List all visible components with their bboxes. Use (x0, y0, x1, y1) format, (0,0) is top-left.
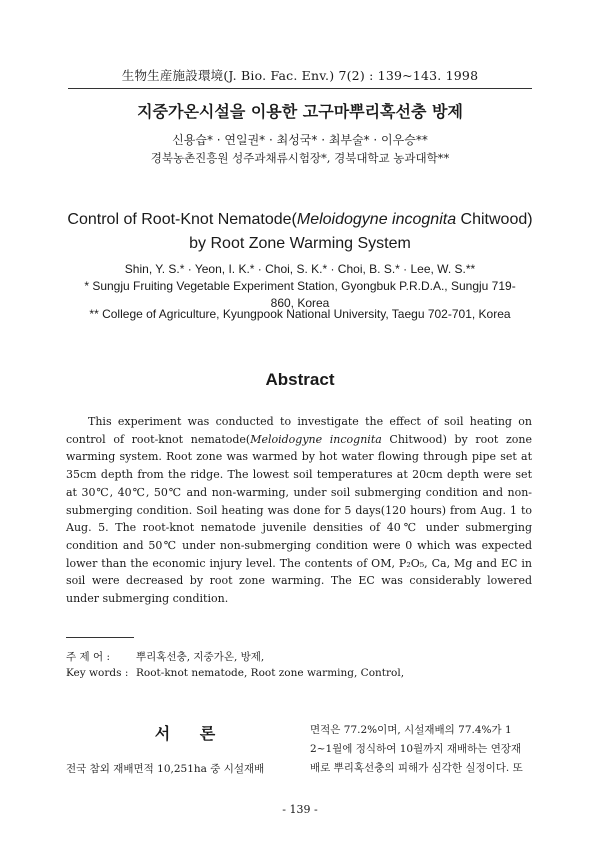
korean-keywords-label: 주 제 어 : (66, 651, 110, 663)
introduction-column-2 (310, 721, 534, 778)
intro-text-line: 면적은 77.2%이며, 시설재배의 77.4%가 1 (310, 724, 512, 736)
abstract-text-pre: This experiment was conducted to investigate the effect of soil heating on control of root-knot nematode( (66, 415, 532, 446)
english-keywords-value: Root-knot nematode, Root zone warming, Control, (136, 667, 405, 679)
korean-title: 지중가온시설을 이용한 고구마뿌리혹선충 방제 (137, 102, 463, 121)
english-title (0, 208, 600, 256)
page-number: - 139 - (282, 803, 318, 816)
abstract-body (66, 413, 532, 608)
intro-text-line: 2~1월에 정식하여 10월까지 재배하는 연장재 (310, 743, 522, 755)
journal-header: 生物生産施設環境(J. Bio. Fac. Env.) 7(2) : 139~143. 1998 (121, 68, 479, 83)
korean-affiliations: 경북농촌진흥원 성주과채류시험장*, 경북대학교 농과대학** (150, 151, 450, 165)
abstract-species: Meloidogyne incognita (250, 432, 382, 446)
abstract-heading: Abstract (265, 370, 335, 389)
english-title-species: Meloidogyne incognita (296, 211, 457, 228)
english-title-pre: Control of Root-Knot Nematode( (67, 211, 297, 228)
abstract-text-post: Chitwood) by root zone warming system. Root zone was warmed by hot water flowing through pipe set at 35cm depth from the ridge. The lowest soil temperatures at 20cm depth were set at 30℃, 40℃, 50℃ and non-warming, under soil submerging condition and non-submerging condition. Soil heating was done for 5 days(120 hours) from Aug. 1 to Aug. 5. The root-knot nematode juvenile densities of 40℃ under submerging condition and 50℃ under non-submerging condition were 0 which was expected lower than the economic injury level. The contents of OM, P₂O₅, Ca, Mg and EC in soil were decreased by root zone warming. The EC was considerably lowered under submerging condition. (66, 432, 532, 606)
keywords-rule (66, 637, 134, 638)
korean-keywords-value: 뿌리혹선충, 지중가온, 방제, (136, 651, 265, 663)
header-rule (68, 88, 532, 89)
english-title-line2: by Root Zone Warming System (189, 235, 411, 252)
english-keywords (66, 667, 404, 679)
english-authors: Shin, Y. S.* · Yeon, I. K.* · Choi, S. K.* · Choi, B. S.* · Lee, W. S.** (124, 262, 476, 276)
korean-authors: 신용습* · 연일권* · 최성국* · 최부술* · 이우승** (172, 133, 428, 147)
english-title-post: Chitwood) (456, 211, 533, 228)
intro-text-line: 전국 참외 재배면적 10,251ha 중 시설재배 (66, 763, 265, 775)
intro-text-line: 배로 뿌리혹선충의 피해가 심각한 실정이다. 또 (310, 762, 523, 774)
english-affiliation-2: ** College of Agriculture, Kyungpook National University, Taegu 702-701, Korea (89, 307, 511, 321)
introduction-column-1 (66, 760, 316, 779)
english-keywords-label: Key words : (66, 667, 129, 679)
english-affiliation-1: * Sungju Fruiting Vegetable Experiment Station, Gyongbuk P.R.D.A., Sungju 719-860, Korea (84, 279, 516, 310)
korean-keywords (66, 649, 264, 664)
introduction-heading: 서 론 (154, 724, 228, 743)
